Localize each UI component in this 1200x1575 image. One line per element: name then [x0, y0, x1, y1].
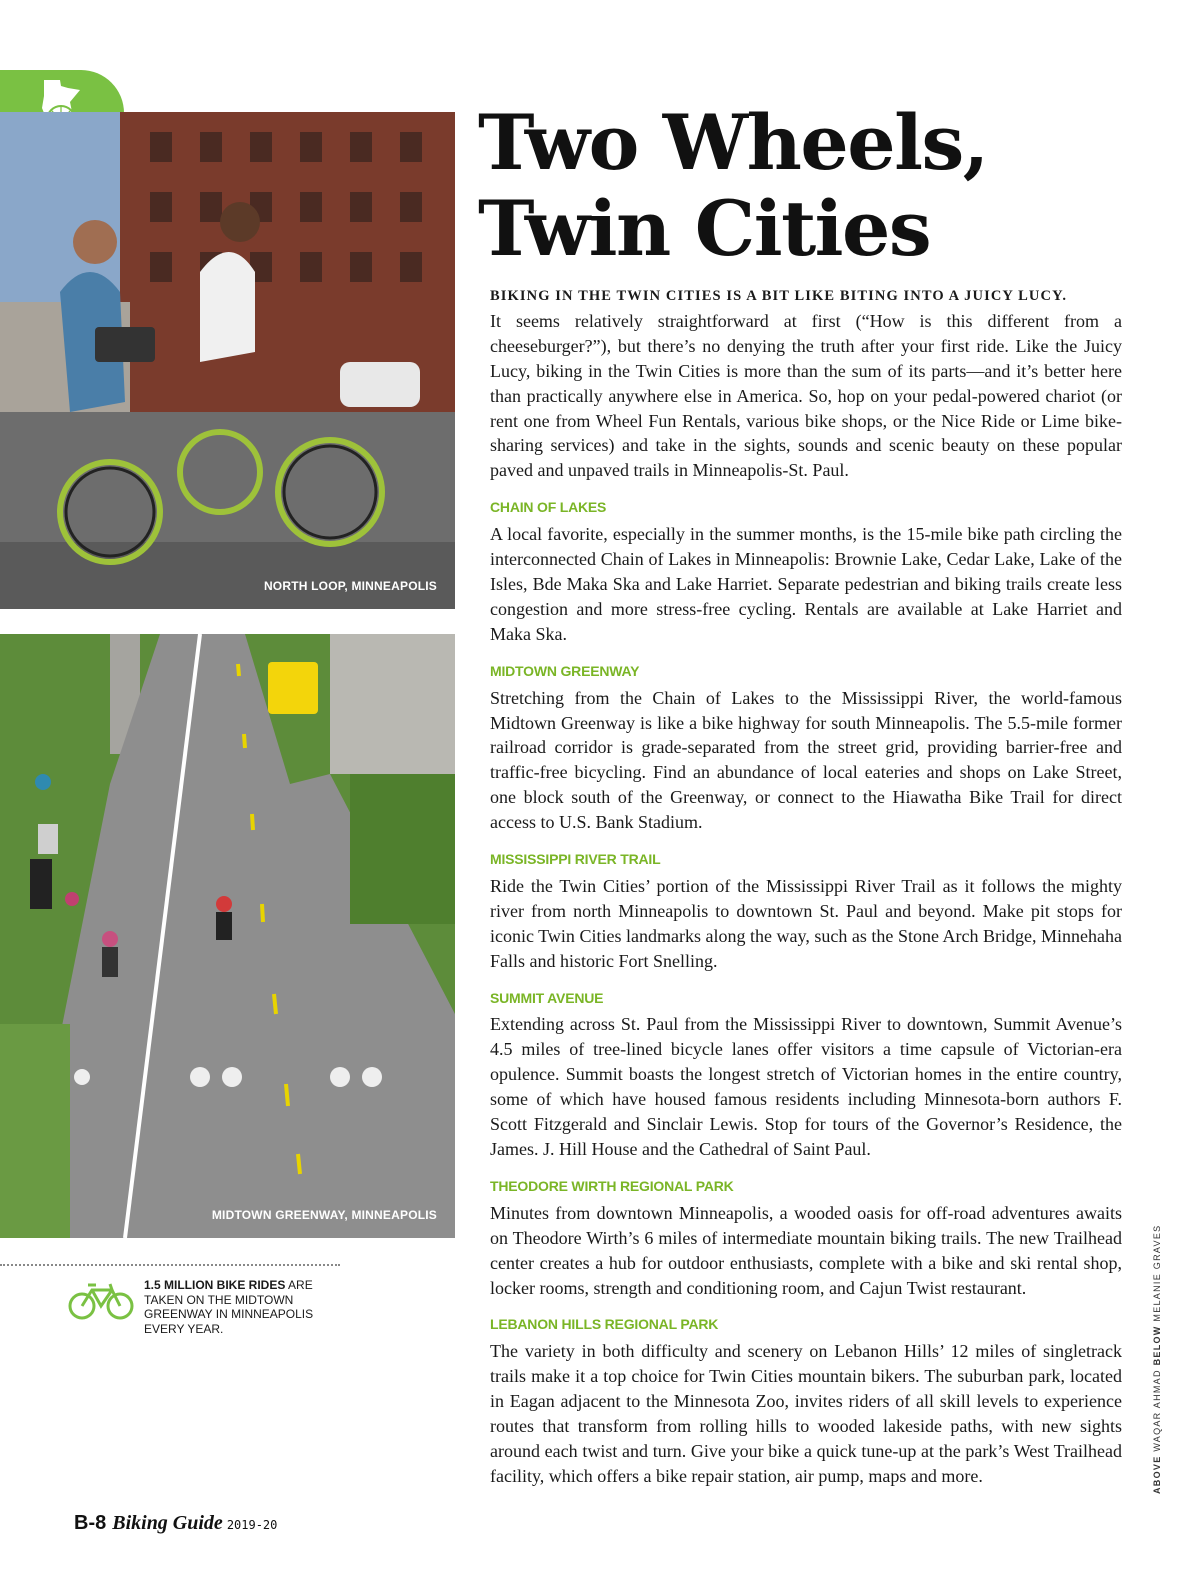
- credit-below-name: MELANIE GRAVES: [1152, 1224, 1162, 1326]
- credit-below-label: BELOW: [1152, 1325, 1162, 1366]
- section-heading: LEBANON HILLS REGIONAL PARK: [490, 1316, 719, 1333]
- credit-above-label: ABOVE: [1152, 1455, 1162, 1494]
- section-body: Ride the Twin Cities’ portion of the Mississippi River Trail as it follows the mighty river from north Minneapolis to downtown St. Paul and beyond. Make pit stops for iconic Twin Cities landmarks along the way, such as the Stone Arch Bridge, Minnehaha Falls and historic Fort Snelling.: [490, 875, 1122, 971]
- photo-midtown-greenway: [0, 634, 455, 1238]
- stat-divider: [0, 1264, 340, 1266]
- section-heading: MIDTOWN GREENWAY: [490, 662, 640, 679]
- title-line-1: Two Wheels,: [478, 98, 988, 187]
- photo-credit: [1152, 1225, 1162, 1494]
- publication-name: Biking Guide: [112, 1512, 223, 1534]
- section-heading: SUMMIT AVENUE: [490, 989, 604, 1006]
- intro-body: It seems relatively straightforward at first (“How is this different from a cheeseburger?”), but there’s no denying the truth after your first ride. Like the Juicy Lucy, biking in the Twin Cities is more than the sum of its parts—and it’s better here than practically anywhere else in America. So, hop on your pedal-powered chariot (or rent one from Wheel Fun Rentals, various bike shops, or the Nice Ride or Lime bike-sharing services) and take in the sights, sounds and scenic beauty on these popular paved and unpaved trails in Minneapolis-St. Paul.: [490, 310, 1122, 481]
- bicycle-icon: [68, 1282, 134, 1320]
- page-title: [478, 100, 988, 272]
- section-heading: CHAIN OF LAKES: [490, 499, 607, 516]
- photo-north-loop: [0, 112, 455, 609]
- section-body: The variety in both difficulty and scenery on Lebanon Hills’ 12 miles of singletrack trails make it a top choice for Twin Cities mountain bikers. The suburban park, located in Eagan adjacent to the Minnesota Zoo, invites riders of all skill levels to experience routes that transform from rolling hills to wooded lakeside paths, with new sights around each twist and turn. Give your bike a quick tune-up at the park’s West Trailhead facility, which offers a bike repair station, air pump, maps and more.: [490, 1341, 1122, 1486]
- section-heading: MISSISSIPPI RIVER TRAIL: [490, 851, 661, 868]
- caption-north-loop: NORTH LOOP, MINNEAPOLIS: [263, 579, 437, 593]
- publication-year: 2019-20: [226, 1518, 278, 1532]
- credit-above-name: WAQAR AHMAD: [1152, 1365, 1162, 1456]
- section-body: A local favorite, especially in the summer months, is the 15-mile bike path circling the interconnected Chain of Lakes in Minneapolis: Brownie Lake, Cedar Lake, Lake of the Isles, Bde Maka Ska and Lake Harriet. Separate pedestrian and biking trails create less congestion and more stress-free cycling. Rentals are available at Lake Harriet and Maka Ska.: [490, 524, 1122, 644]
- section-body: Stretching from the Chain of Lakes to the Mississippi River, the world-famous Midtown Greenway is like a bike highway for south Minneapolis. The 5.5-mile former railroad corridor is grade-separated from the street grid, providing barrier-free and traffic-free bicycling. Find an abundance of local eateries and shops on Lake Street, one block south of the Greenway, or connect to the Hiawatha Bike Trail for direct access to U.S. Bank Stadium.: [490, 687, 1122, 833]
- caption-midtown-greenway: MIDTOWN GREENWAY, MINNEAPOLIS: [211, 1208, 437, 1222]
- stat-highlight: 1.5 MILLION BIKE RIDES: [144, 1278, 286, 1292]
- intro-lead: BIKING IN THE TWIN CITIES IS A BIT LIKE BITING INTO A JUICY LUCY.: [490, 288, 1068, 304]
- page-number: B-8: [74, 1512, 107, 1534]
- intro-paragraph: [490, 284, 1122, 483]
- section-body: Minutes from downtown Minneapolis, a wooded oasis for off-road adventures awaits on Theodore Wirth’s 6 miles of intermediate mountain biking trails. The new Trailhead center creates a hub for outdoor enthusiasts, complete with a bike and ski rental shop, locker rooms, strength and conditioning room, and Cajun Twist restaurant.: [490, 1202, 1122, 1298]
- article-body: [490, 284, 1122, 1489]
- section-body: Extending across St. Paul from the Mississippi River to downtown, Summit Avenue’s 4.5 miles of tree-lined bicycle lanes offer visitors a time capsule of Victorian-era opulence. Summit boasts the longest stretch of Victorian homes in the entire country, some of which have housed famous residents including Minnesota-born authors F. Scott Fitzgerald and Sinclair Lewis. Stop for tours of the Governor’s Residence, the James. J. Hill House and the Cathedral of Saint Paul.: [490, 1014, 1122, 1159]
- page-folio: [74, 1512, 277, 1535]
- stat-text: [144, 1278, 354, 1336]
- title-line-2: Twin Cities: [478, 184, 931, 273]
- stat-rest: ARE TAKEN ON THE MIDTOWN GREENWAY IN MINNEAPOLIS EVERY YEAR.: [144, 1278, 314, 1336]
- section-heading: THEODORE WIRTH REGIONAL PARK: [490, 1177, 734, 1194]
